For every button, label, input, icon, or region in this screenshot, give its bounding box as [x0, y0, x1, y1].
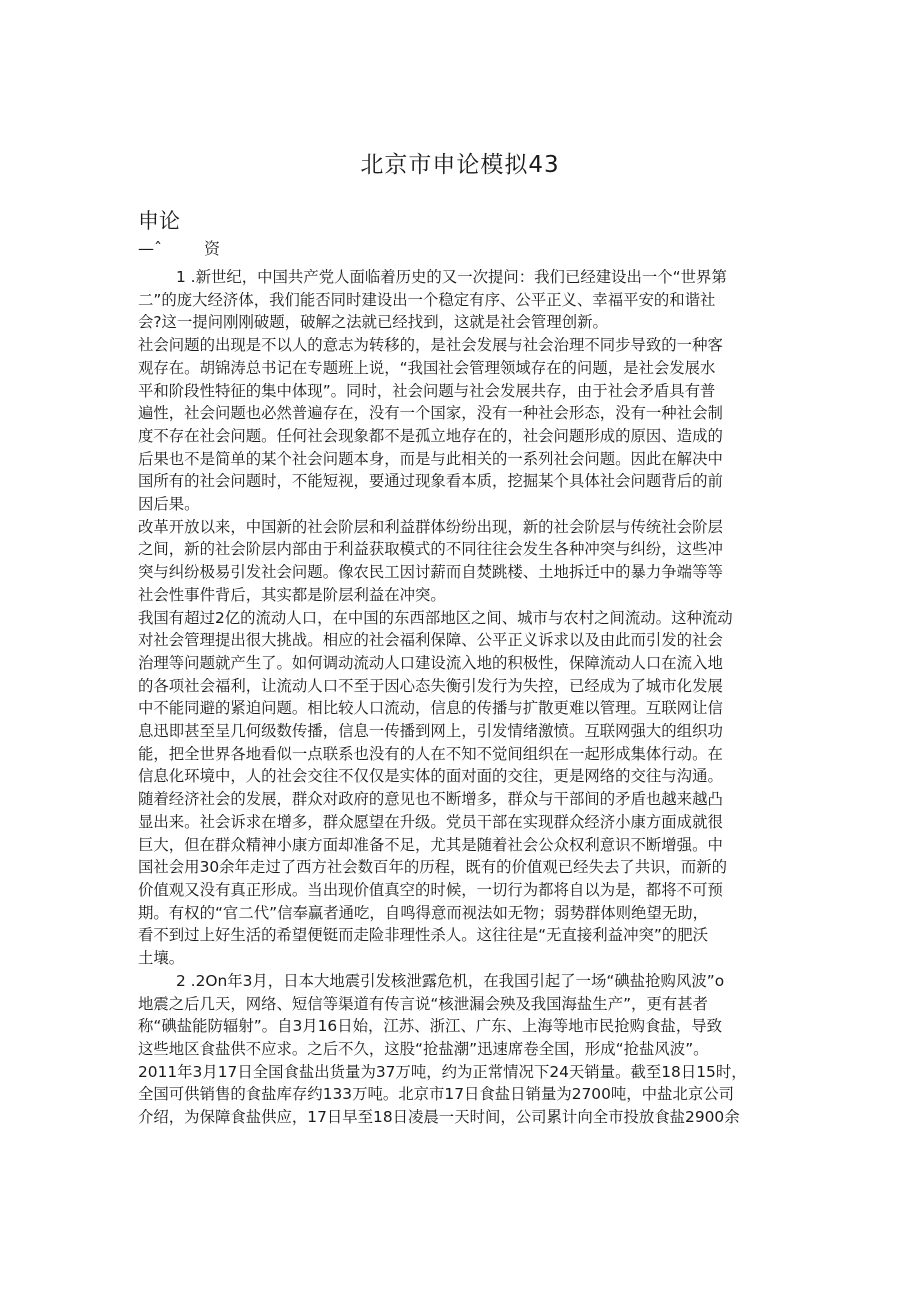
text-line: 国社会用30余年走过了西方社会数百年的历程，既有的价值观已经失去了共识，而新的 [138, 858, 728, 877]
text-line: 地震之后几天，网络、短信等渠道有传言说“核泄漏会殃及我国海盐生产”，更有甚者 [138, 994, 709, 1013]
text-line: 价值观又没有真正形成。当出现价值真空的时候，一切行为都将自以为是，都将不可预 [138, 880, 723, 899]
text-line: 随着经济社会的发展，群众对政府的意见也不断增多，群众与干部间的矛盾也越来越凸 [138, 790, 723, 809]
text-line: 这些地区食盐供不应求。之后不久，这股“抢盐潮”迅速席卷全国，形成“抢盐风波”。 [138, 1039, 709, 1058]
document-title: 北京市申论模拟43 [360, 152, 560, 178]
text-line: 巨大，但在群众精神小康方面却准备不足，尤其是随着社会公众权利意识不断增强。中 [138, 835, 723, 854]
text-line: 信息化环境中，人的社会交往不仅仅是实体的面对面的交往，更是网络的交往与沟通。 [138, 767, 723, 786]
text-line: 介绍，为保障食盐供应，17日早至18日凌晨一天时间，公司累计向全市投放食盐2900余 [138, 1108, 740, 1127]
document-body [138, 266, 786, 1129]
text-line: 二”的庞大经济体，我们能否同时建设出一个稳定有序、公平正义、幸福平安的和谐社 [138, 290, 716, 309]
text-line: 2 .2On年3月，日本大地震引发核泄露危机，在我国引起了一场“碘盐抢购风波”o [176, 971, 725, 990]
subsection-label: 资 [204, 239, 221, 258]
text-line: 国所有的社会问题时，不能短视，要通过现象看本质，挖掘某个具体社会问题背后的前 [138, 472, 723, 491]
text-line: 称“碘盐能防辐射”。自3月16日始，江苏、浙江、广东、上海等地市民抢购食盐，导致 [138, 1017, 722, 1036]
text-line: 观存在。胡锦涛总书记在专题班上说，“我国社会管理领域存在的问题，是社会发展水 [138, 358, 716, 377]
subsection-heading [138, 236, 220, 259]
text-line: 息迅即甚至呈几何级数传播，信息一传播到网上，引发情绪激愤。互联网强大的组织功 [138, 722, 723, 741]
text-line: 会?这一提问刚刚破题，破解之法就已经找到，这就是社会管理创新。 [138, 313, 608, 332]
text-line: 全国可供销售的食盐库存约133万吨。北京市17日食盐日销量为2700吨，中盐北京公司 [138, 1085, 735, 1104]
text-line: 度不存在社会问题。任何社会现象都不是孤立地存在的，社会问题形成的原因、造成的 [138, 426, 723, 445]
text-line: 改革开放以来，中国新的社会阶层和利益群体纷纷出现，新的社会阶层与传统社会阶层 [138, 517, 723, 536]
text-line: 显出来。社会诉求在增多，群众愿望在升级。党员干部在实现群众经济小康方面成就很 [138, 812, 723, 831]
text-line: 治理等问题就产生了。如何调动流动人口建设流入地的积极性，保障流动人口在流入地 [138, 653, 723, 672]
text-line: 土壤。 [138, 949, 185, 968]
text-line: 我国有超过2亿的流动人口，在中国的东西部地区之间、城市与农村之间流动。这种流动 [138, 608, 733, 627]
subsection-number: —ˆ [138, 239, 162, 258]
text-line: 之间，新的社会阶层内部由于利益获取模式的不同往往会发生各种冲突与纠纷，这些冲 [138, 540, 723, 559]
text-line: 遍性，社会问题也必然普遍存在，没有一个国家，没有一种社会形态，没有一种社会制 [138, 404, 723, 423]
text-line: 后果也不是简单的某个社会问题本身，而是与此相关的一系列社会问题。因此在解决中 [138, 449, 723, 468]
text-line: 期。有权的“官二代”信奉赢者通吃，自鸣得意而视法如无物；弱势群体则绝望无助， [138, 903, 709, 922]
text-line: 因后果。 [138, 495, 200, 514]
text-line: 对社会管理提出很大挑战。相应的社会福利保障、公平正义诉求以及由此而引发的社会 [138, 631, 723, 650]
text-line: 1 .新世纪，中国共产党人面临着历史的又一次提问：我们已经建设出一个“世界第 [176, 268, 727, 286]
text-line: 的各项社会福利，让流动人口不至于因心态失衡引发行为失控，已经成为了城市化发展 [138, 676, 723, 695]
text-line: 平和阶段性特征的集中体现”。同时，社会问题与社会发展共存，由于社会矛盾具有普 [138, 381, 716, 400]
text-line: 突与纠纷极易引发社会问题。像农民工因讨薪而自焚跳楼、土地拆迁中的暴力争端等等 [138, 563, 723, 582]
text-line: 看不到过上好生活的希望便铤而走险非理性杀人。这往往是“无直接利益冲突”的肥沃 [138, 926, 709, 945]
text-line: 社会问题的出现是不以人的意志为转移的，是社会发展与社会治理不同步导致的一种客 [138, 336, 723, 355]
text-line: 2011年3月17日全国食盐出货量为37万吨，约为正常情况下24天销量。截至18日15时， [138, 1062, 747, 1081]
text-line: 能，把全世界各地看似一点联系也没有的人在不知不觉间组织在一起形成集体行动。在 [138, 744, 723, 763]
text-line: 中不能同避的紧迫问题。相比较人口流动，信息的传播与扩散更难以管理。互联网让信 [138, 699, 723, 718]
section-heading: 申论 [138, 209, 180, 233]
text-line: 社会性事件背后，其实都是阶层利益在冲突。 [138, 585, 446, 604]
